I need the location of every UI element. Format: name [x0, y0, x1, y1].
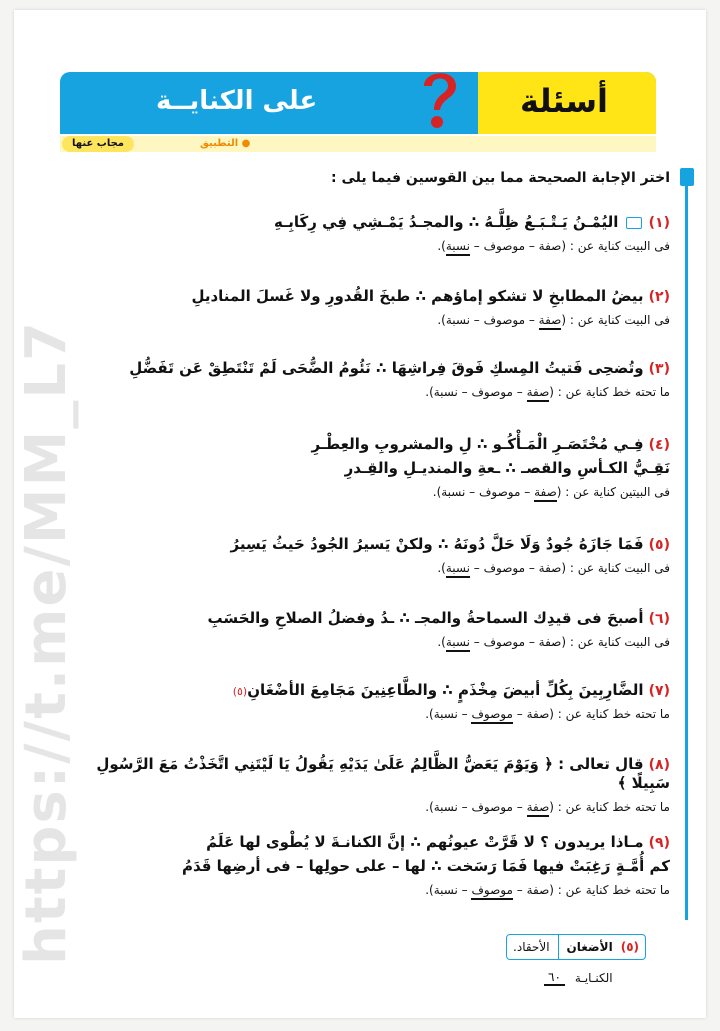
- header-banner: [60, 72, 656, 134]
- question-line: ما تحته خط كناية عن : (صفة – موصوف – نسبة).: [70, 883, 670, 897]
- verse-text: بيضُ المطابخِ لا تشكو إماؤهم ∴ طبخَ القُدورِ ولا غَسلَ المناديلِ: [191, 287, 644, 305]
- note-divider: [558, 935, 559, 959]
- question-2: [70, 286, 670, 327]
- question-mark-icon: [410, 64, 470, 134]
- answer: صفة: [527, 800, 550, 817]
- footnote-box: [506, 934, 646, 960]
- question-number: (٤): [648, 437, 670, 453]
- question-9: [70, 832, 670, 897]
- banner-title: أسئلة: [520, 82, 608, 120]
- answer: صفة: [534, 485, 557, 502]
- question-line: فى البيت كناية عن : (صفة – موصوف – نسبة).: [70, 561, 670, 575]
- answer: موصوف: [471, 883, 512, 900]
- answer: نسبة: [446, 561, 470, 578]
- verse-text: قال تعالى : ﴿ وَيَوْمَ يَعَضُّ الظَّالِمُ عَلَىٰ يَدَيْهِ يَقُولُ يَا لَيْتَنِي اتَّخَذْتُ مَعَ الرَّسُولِ سَبِيلًا ﴾: [96, 755, 670, 792]
- question-line: ما تحته خط كناية عن : (صفة – موصوف – نسبة).: [70, 707, 670, 721]
- question-line: فى البيت كناية عن : (صفة – موصوف – نسبة).: [70, 635, 670, 649]
- instruction: اختر الإجابة الصحيحة مما بين القوسين فيما يلى :: [331, 170, 670, 186]
- verse-text: مـاذا يريدون ؟ لا قَرَّتْ عيونُهم ∴ إنَّ الكنانـةَ لا يُطْوى لها عَلَمُ: [206, 833, 644, 851]
- page: [14, 10, 706, 1018]
- side-rail: [685, 180, 688, 920]
- question-number: (٧): [648, 683, 670, 699]
- note-meaning: الأحقاد.: [513, 940, 550, 954]
- verse-text: اليُمْـنُ يَـتْـبَـعُ ظِلَّـهُ ∴ والمجـدُ يَمْـشِي فِي رِكَابِـهِ: [274, 213, 619, 231]
- question-8: [70, 754, 670, 814]
- page-number: ٦٠: [544, 970, 565, 986]
- apply-tag: ● التطبيق: [200, 138, 251, 149]
- question-6: [70, 608, 670, 649]
- watermark: https://t.me/MM_L7: [14, 319, 80, 966]
- book-icon: [626, 217, 642, 229]
- question-line: ما تحته خط كناية عن : (صفة – موصوف – نسبة).: [70, 800, 670, 814]
- answer: نسبة: [446, 239, 470, 256]
- question-number: (١): [648, 215, 670, 231]
- footnote-mark: (٥): [232, 685, 248, 698]
- verse-line-2: كم أُمَّـةٍ رَغِبَتْ فيها فَمَا رَسَخت ∴ لها – على حولِها – فى أرضِها قَدَمُ: [181, 857, 670, 875]
- question-1: [70, 212, 670, 253]
- question-line: فى البيت كناية عن : (صفة – موصوف – نسبة).: [70, 313, 670, 327]
- banner-subtitle: على الكنايــة: [156, 86, 318, 116]
- note-mark: (٥): [620, 940, 639, 954]
- question-number: (٣): [648, 361, 670, 377]
- question-line: فى البيت كناية عن : (صفة – موصوف – نسبة).: [70, 239, 670, 253]
- question-4: [70, 434, 670, 499]
- verse-text: أصبحَ فى قيدِك السماحةُ والمجـ ∴ ـدُ وفضلُ الصلاحِ والحَسَبِ: [207, 609, 644, 627]
- verse-text: فِـي مُخْتَصَـرِ الْمَـأْكُـو ∴ لِ والمشروبِ والعِطْـرِ: [311, 435, 644, 453]
- page-footer: [544, 970, 613, 986]
- question-5: [70, 534, 670, 575]
- question-3: [70, 358, 670, 399]
- verse-line-2: نَقِـيُّ الكـأسِ والقصـ ∴ ـعةِ والمنديـلِ والقِـدرِ: [344, 459, 670, 477]
- footer-label: الكنـايـة: [574, 971, 613, 985]
- answered-tag: مجاب عنها: [62, 136, 134, 152]
- verse-text: الضَّارِبِينَ بِكُلِّ أبيضَ مِخْذَمٍ ∴ والطَّاعِنِينَ مَجَامِعَ الأضْغَانِ: [247, 681, 644, 699]
- question-line: ما تحته خط كناية عن : (صفة – موصوف – نسبة).: [70, 385, 670, 399]
- note-word: الأضغان: [566, 940, 613, 954]
- question-number: (٨): [648, 757, 670, 773]
- question-number: (٦): [648, 611, 670, 627]
- answer: موصوف: [471, 707, 512, 724]
- question-line: فى البيتين كناية عن : (صفة – موصوف – نسبة).: [70, 485, 670, 499]
- question-number: (٥): [648, 537, 670, 553]
- answer: نسبة: [446, 635, 470, 652]
- verse-text: وتُضحِى فَتيتُ المِسكِ فَوقَ فِراشِهَا ∴ نَئُومُ الضُّحَى لَمْ تَنْتَطِقْ عَن تَفَضُّلِ: [129, 359, 644, 377]
- answer: صفة: [527, 385, 550, 402]
- question-number: (٢): [648, 289, 670, 305]
- tag-row: [60, 136, 656, 152]
- question-number: (٩): [648, 835, 670, 851]
- question-7: [70, 680, 670, 721]
- answer: صفة: [539, 313, 562, 330]
- verse-text: فَمَا جَازَهُ جُودٌ وَلَا حَلَّ دُونَهُ ∴ ولكنْ يَسيرُ الجُودُ حَيثُ يَسِيرُ: [230, 535, 644, 553]
